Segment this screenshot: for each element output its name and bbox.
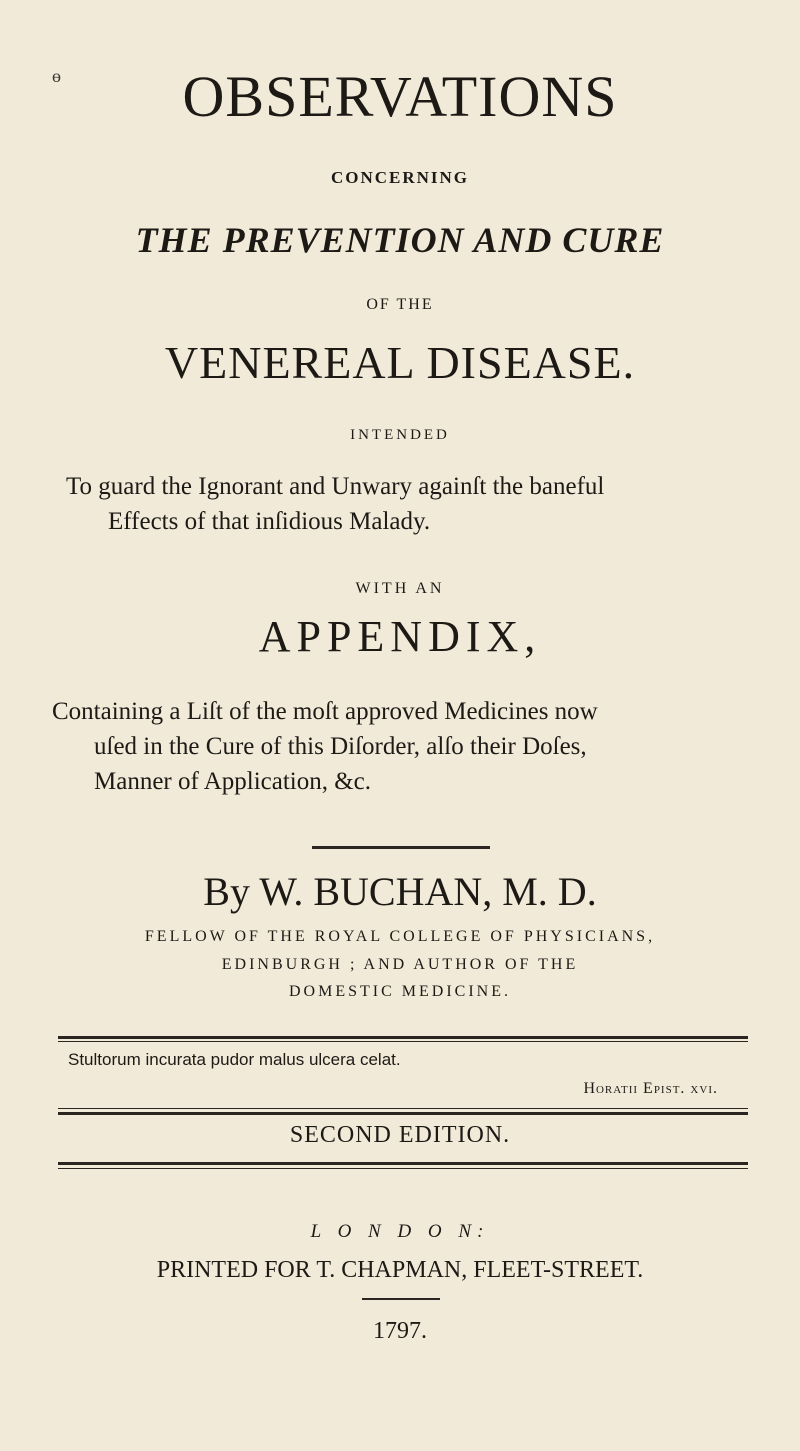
epigraph: Stultorum incurata pudor malus ulcera celat.: [68, 1050, 401, 1069]
author-credential-3: DOMESTIC MEDICINE.: [289, 983, 511, 1000]
author-credential-2: EDINBURGH ; AND AUTHOR OF THE: [221, 956, 579, 973]
with-an-line: WITH AN: [355, 580, 445, 597]
author-credential-1: FELLOW OF THE ROYAL COLLEGE OF PHYSICIANS,: [144, 928, 656, 945]
publication-year: 1797.: [373, 1318, 427, 1344]
appendix-line-2: uſed in the Cure of this Diſorder, alſo their Doſes,: [94, 733, 587, 760]
subtitle: THE PREVENTION AND CURE: [135, 220, 665, 260]
rule-short-top: [312, 846, 490, 849]
rule-double-lower-a: [58, 1162, 748, 1165]
of-the-line: OF THE: [366, 296, 434, 313]
purpose-line-1: To guard the Ignorant and Unwary againſt the baneful: [66, 473, 605, 500]
rule-double-lower-b: [58, 1168, 748, 1169]
rule-double-mid-b: [58, 1112, 748, 1115]
appendix-heading: APPENDIX,: [258, 612, 542, 661]
edition-line: SECOND EDITION.: [289, 1122, 511, 1148]
main-title: OBSERVATIONS: [182, 64, 618, 129]
purpose-line-2: Effects of that inſidious Malady.: [108, 508, 431, 535]
corner-mark: ɵ: [52, 66, 61, 86]
subject-title: VENEREAL DISEASE.: [164, 337, 636, 388]
concerning-line: CONCERNING: [330, 168, 470, 187]
epigraph-attribution: Horatii Epist. xvi.: [583, 1080, 718, 1097]
intended-line: INTENDED: [350, 427, 450, 443]
appendix-line-3: Manner of Application, &c.: [94, 768, 372, 795]
appendix-line-1: Containing a Liſt of the moſt approved Medicines now: [52, 698, 598, 725]
rule-double-upper-b: [58, 1041, 748, 1042]
rule-double-mid-a: [58, 1108, 748, 1109]
rule-short-bottom: [362, 1298, 440, 1300]
place-line: L O N D O N:: [310, 1221, 490, 1242]
rule-double-upper-a: [58, 1036, 748, 1039]
printer-line: PRINTED FOR T. CHAPMAN, FLEET-STREET.: [156, 1257, 644, 1283]
author-line: By W. BUCHAN, M. D.: [203, 869, 597, 914]
